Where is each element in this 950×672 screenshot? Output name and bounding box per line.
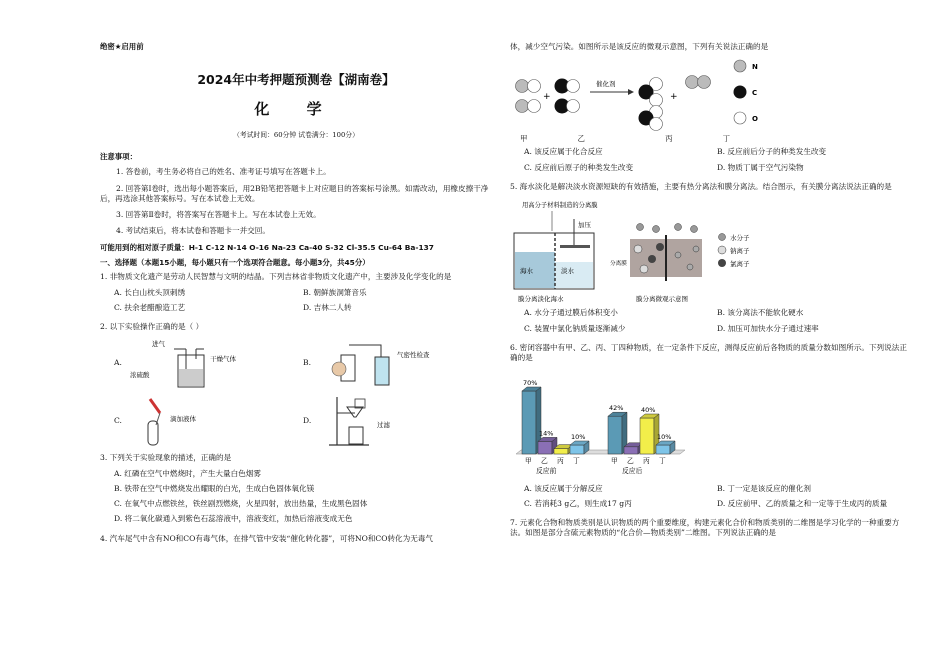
legend-water: 水分子 bbox=[730, 234, 750, 243]
option-d: D. 物质丁属于空气污染物 bbox=[717, 162, 804, 172]
molecule-yi bbox=[555, 79, 580, 114]
figure-c-label: 滴加液体 bbox=[169, 415, 196, 424]
figure-b: B. 气密性检查 bbox=[303, 337, 492, 389]
caption-left: 膜分离淡化海水 bbox=[518, 295, 564, 304]
option-c: C. 反应前后原子的种类发生改变 bbox=[524, 162, 634, 172]
option-b: B. 该分离法不能软化硬水 bbox=[717, 308, 804, 318]
desalination-figure bbox=[510, 197, 810, 305]
category-label: 丁 bbox=[573, 457, 580, 466]
option-c: C. 扶余老醋酿造工艺 bbox=[114, 302, 186, 312]
reaction-diagram bbox=[510, 56, 810, 132]
label-jia: 甲 bbox=[520, 133, 528, 143]
label-bing: 丙 bbox=[665, 133, 673, 143]
category-label: 甲 bbox=[525, 457, 532, 466]
question-6-stem: 6. 密闭容器中有甲、乙、丙、丁四种物质，在一定条件下反应，测得反应前后各物质的质量分数如图所示。下列说法正确的是 bbox=[510, 342, 907, 363]
airtight-check-figure bbox=[319, 337, 449, 389]
data-label: 10% bbox=[657, 433, 672, 442]
question-5-stem: 5. 海水淡化是解决淡水资源短缺的有效措施，主要有热分离法和膜分离法。结合图示，有关膜分离法说法正确的是 bbox=[510, 181, 892, 191]
option-a: A. 红磷在空气中燃烧时，产生大量白色烟雾 bbox=[114, 468, 261, 478]
atomic-masses: 可能用到的相对原子质量：H-1 C-12 N-14 O-16 Na-23 Ca-40 S-32 Cl-35.5 Cu-64 Ba-137 bbox=[100, 242, 434, 252]
freshwater-label: 淡水 bbox=[561, 267, 574, 276]
ion-legend bbox=[718, 233, 750, 268]
category-label: 乙 bbox=[541, 457, 548, 466]
membrane-label: 分离膜 bbox=[610, 261, 627, 268]
data-label: 40% bbox=[641, 406, 656, 415]
data-label: 70% bbox=[523, 379, 538, 388]
right-column bbox=[510, 42, 910, 544]
question-6-options bbox=[524, 484, 910, 515]
group-label: 反应后 bbox=[622, 467, 643, 476]
legend-o: O bbox=[752, 115, 758, 124]
note-item: 2. 回答第Ⅰ卷时，选出每小题答案后，用2B铅笔把答题卡上对应题目的答案标号涂黑。如需改动，用橡皮擦干净后，再选涂其他答案标号。写在本试卷上无效。 bbox=[100, 183, 489, 203]
option-c: C. 若消耗3 g乙，则生成17 g丙 bbox=[524, 498, 632, 508]
option-b: B. 丁一定是该反应的催化剂 bbox=[717, 483, 811, 493]
note-item: 4. 考试结束后，将本试卷和答题卡一并交回。 bbox=[116, 226, 270, 236]
option-a: A. 长白山枕头顶刺绣 bbox=[114, 287, 186, 297]
data-label: 42% bbox=[609, 404, 624, 413]
legend-chloride: 氯离子 bbox=[730, 260, 750, 269]
question-2-stem: 2. 以下实验操作正确的是（ ） bbox=[100, 322, 204, 332]
legend-sodium: 钠离子 bbox=[730, 247, 750, 256]
atom-legend bbox=[734, 60, 759, 124]
question-1-stem: 1. 非物质文化遗产是劳动人民智慧与文明的结晶。下列吉林省非物质文化遗产中，主要涉及化学变化的是 bbox=[100, 272, 452, 282]
legend-n: N bbox=[752, 63, 758, 72]
molecule-bing bbox=[639, 78, 663, 131]
question-2-row-2 bbox=[114, 395, 492, 447]
bar-before-3 bbox=[570, 441, 589, 454]
question-4-continued: 体，减少空气污染。如图所示是该反应的微观示意图，下列有关说法正确的是 bbox=[510, 42, 769, 51]
membrane-note: 用高分子材料制造的分离膜 bbox=[522, 202, 598, 210]
figure-c: C. 滴加液体 bbox=[114, 395, 303, 447]
gas-in-label: 进气 bbox=[151, 340, 165, 349]
question-4-stem: 4. 汽车尾气中含有NO和CO有毒气体，在排气管中安装“催化转化器”，可将NO和CO转化为无毒气 bbox=[100, 533, 434, 543]
category-label: 乙 bbox=[627, 457, 634, 466]
seawater-label: 海水 bbox=[520, 267, 533, 276]
question-3-options bbox=[114, 469, 492, 530]
left-column bbox=[100, 42, 492, 549]
figure-a: A. 进气 浓硫酸 干燥气体 bbox=[114, 337, 303, 389]
figure-a-label: 干燥气体 bbox=[209, 355, 236, 364]
svg-text:+: + bbox=[670, 92, 678, 103]
note-item: 3. 回答第Ⅱ卷时，将答案写在答题卡上。写在本试卷上无效。 bbox=[116, 210, 321, 220]
molecule-labels bbox=[510, 134, 730, 144]
category-label: 丙 bbox=[643, 457, 650, 466]
question-7-stem: 7. 元素化合物和物质类别是认识物质的两个重要维度，构建元素化合价和物质类别的二维图是学习化学的一种重要方法。如图是部分含硫元素物质的“化合价—物质类别”二维图。下列说法正确的是 bbox=[510, 518, 900, 538]
bar-after-3 bbox=[656, 441, 675, 454]
category-label: 丁 bbox=[659, 457, 666, 466]
data-label: 10% bbox=[571, 433, 586, 442]
exam-info: （考试时间：60分钟 试卷满分：100分） bbox=[233, 131, 359, 140]
confidential-mark: 绝密★启用前 bbox=[100, 42, 144, 51]
figure-b-label: 气密性检查 bbox=[397, 351, 430, 360]
option-b: B. 铁带在空气中燃烧发出耀眼的白光，生成白色固体氧化镁 bbox=[114, 483, 315, 493]
category-label: 丙 bbox=[557, 457, 564, 466]
question-2-row-1 bbox=[114, 337, 492, 389]
option-a: A. 该反应属于化合反应 bbox=[524, 147, 603, 157]
exam-title: 2024年中考押题预测卷【湖南卷】 bbox=[197, 71, 395, 87]
figure-d: D. 过滤 bbox=[303, 395, 492, 447]
molecule-jia bbox=[516, 80, 541, 113]
label-ding: 丁 bbox=[722, 133, 730, 143]
group-label: 反应前 bbox=[536, 467, 557, 476]
acid-label: 浓硫酸 bbox=[129, 371, 150, 380]
notes-heading: 注意事项： bbox=[100, 152, 137, 162]
option-d: D. 吉林二人转 bbox=[303, 302, 352, 312]
figure-d-label: 过滤 bbox=[377, 421, 391, 430]
question-5-options bbox=[524, 308, 910, 339]
catalyst-label: 催化剂 bbox=[596, 80, 616, 89]
legend-c: C bbox=[752, 89, 758, 98]
question-3-stem: 3. 下列关于实验现象的描述，正确的是 bbox=[100, 453, 232, 463]
label-yi: 乙 bbox=[577, 133, 585, 143]
data-label: 14% bbox=[539, 429, 554, 438]
note-item: 1. 答卷前，考生务必将自己的姓名、准考证号填写在答题卡上。 bbox=[116, 167, 331, 177]
option-a: A. 水分子通过膜后体积变小 bbox=[524, 308, 618, 318]
category-label: 甲 bbox=[611, 457, 618, 466]
option-d: D. 加压可加快水分子通过速率 bbox=[717, 323, 819, 333]
drop-liquid-figure bbox=[130, 395, 260, 447]
option-c: C. 装置中氯化钠质量逐渐减少 bbox=[524, 323, 626, 333]
micro-view bbox=[630, 224, 702, 282]
subject-title: 化 学 bbox=[254, 99, 338, 118]
option-b: B. 反应前后分子的种类发生改变 bbox=[717, 147, 827, 157]
pressure-label: 加压 bbox=[578, 221, 591, 230]
molecule-ding bbox=[686, 76, 711, 89]
option-c: C. 在氧气中点燃铁丝，铁丝剧烈燃烧，火星四射，放出热量，生成黑色固体 bbox=[114, 499, 368, 509]
filtration-figure bbox=[319, 395, 449, 447]
gas-drying-figure bbox=[130, 337, 260, 389]
svg-text:+: + bbox=[543, 92, 551, 103]
section-heading: 一、选择题（本题15小题，每小题只有一个选项符合题意。每小题3分，共45分） bbox=[100, 257, 370, 267]
option-d: D. 反应前甲、乙的质量之和一定等于生成丙的质量 bbox=[717, 498, 888, 508]
option-a: A. 该反应属于分解反应 bbox=[524, 483, 603, 493]
caption-right: 膜分离微观示意图 bbox=[636, 295, 688, 304]
option-d: D. 将二氧化碳通入到紫色石蕊溶液中，溶液变红，加热后溶液变成无色 bbox=[114, 514, 353, 524]
mass-fraction-chart bbox=[510, 368, 690, 480]
question-1-options bbox=[114, 288, 492, 319]
question-4-options bbox=[524, 147, 910, 178]
option-b: B. 朝鲜族洞箫音乐 bbox=[303, 287, 367, 297]
